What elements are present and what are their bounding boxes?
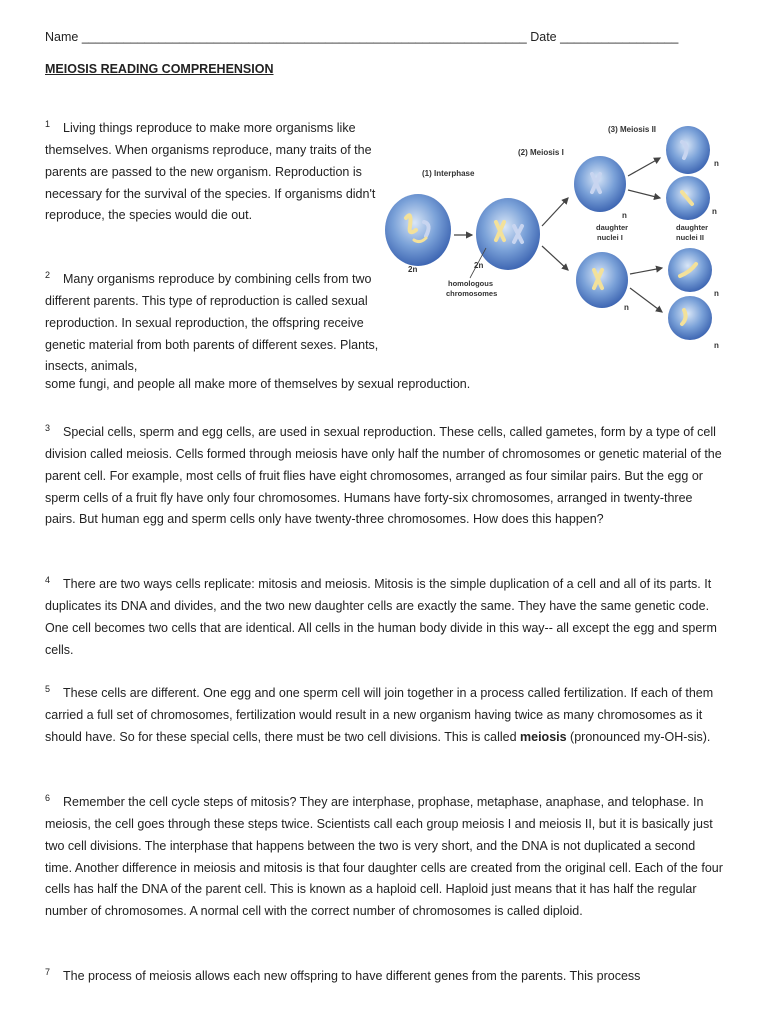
label-meiosis-1: (2) Meiosis I [518, 148, 564, 157]
paragraph-number: 5 [45, 684, 51, 694]
paragraph-text: Many organisms reproduce by combining cells from two different parents. This type of reproduction is called sexual reproduction. In sexual reproduction, the offspring receive genetic material from both parents of different sexes. Plants, insects, animals, [45, 272, 379, 374]
paragraph-6 [45, 788, 725, 923]
paragraph-text: These cells are different. One egg and one sperm cell will join together in a process called fertilization. If each of them carried a full set of chromosomes, fertilization would result in a new organism having twice as many chromosomes as it should have. So for these special cells, there must be two cell divisions. This is called [45, 686, 714, 744]
name-label: Name [45, 30, 79, 44]
paragraph-1 [45, 114, 385, 227]
paragraph-number: 6 [45, 793, 51, 803]
daughter-cell-2d [668, 296, 712, 340]
paragraph-number: 3 [45, 423, 51, 433]
label-nuclei-1: nuclei I [597, 233, 623, 242]
meiosis-term: meiosis [520, 729, 567, 744]
label-interphase: (1) Interphase [422, 169, 475, 178]
label-n-5: n [714, 289, 719, 298]
label-n-3: n [714, 159, 719, 168]
paragraph-text: There are two ways cells replicate: mitosis and meiosis. Mitosis is the simple duplication of a cell and all of its parts. It duplicates its DNA and divides, and the two new daughter cells are exactly the same. They have the same genetic code. One cell becomes two cells that are identical. All cells in the human body divide in this way-- all except the egg and sperm cells. [45, 577, 717, 657]
daughter-cell-1b [576, 252, 628, 308]
label-n-6: n [714, 341, 719, 350]
paragraph-3 [45, 418, 725, 531]
daughter-cell-1a [574, 156, 626, 212]
label-chromosomes: chromosomes [446, 289, 498, 298]
label-n-2: n [624, 303, 629, 312]
page-title: MEIOSIS READING COMPREHENSION [45, 62, 274, 76]
date-label: Date [530, 30, 557, 44]
meiosis-diagram [378, 118, 740, 356]
label-nuclei-2: nuclei II [676, 233, 704, 242]
label-2n-b: 2n [474, 261, 484, 270]
paragraph-2 [45, 265, 385, 378]
label-2n-a: 2n [408, 265, 418, 274]
meiosis-1-cell [476, 198, 540, 270]
paragraph-text: Remember the cell cycle steps of mitosis? They are interphase, prophase, metaphase, anaphase, and telophase. In meiosis, the cell goes through these steps twice. Scientists call each group meiosis I and meiosis II, but it is basically just two cell divisions. The interphase that happens between the two is very short, and the DNA is not duplicated a second time. Another difference in meiosis and mitosis is that four daughter cells are created from the original cell. Each of the four cells has half the DNA of the parent cell. This is known as a haploid cell. Haploid just means that it has half the regular number of chromosomes. A normal cell with the correct number of chromosomes is called diploid. [45, 795, 723, 919]
paragraph-number: 1 [45, 119, 51, 129]
paragraph-text: Special cells, sperm and egg cells, are used in sexual reproduction. These cells, called gametes, form by a type of cell division called meiosis. Cells formed through meiosis have only half the number of chromosomes or genetic material of the parent cell. For example, most cells of fruit flies have eight chromosomes, arranged as four similar pairs. But the egg or sperm cells of a fruit fly have only four chromosomes. Humans have forty-six chromosomes, arranged in twenty-three pairs. But human egg and sperm cells only have twenty-three chromosomes. How does this happen? [45, 425, 722, 527]
paragraph-number: 4 [45, 575, 51, 585]
paragraph-5 [45, 679, 725, 749]
paragraph-text: The process of meiosis allows each new offspring to have different genes from the parents. This process [63, 969, 641, 984]
label-n-1: n [622, 211, 627, 220]
paragraph-number: 7 [45, 967, 51, 977]
paragraph-2-tail [45, 374, 725, 396]
label-daughter-2: daughter [676, 223, 709, 232]
paragraph-4 [45, 570, 725, 661]
label-n-4: n [712, 207, 717, 216]
pronunciation: (pronounced my-OH-sis). [566, 729, 711, 744]
paragraph-text: Living things reproduce to make more organisms like themselves. When organisms reproduce, many traits of the parents are passed to the new organism. Reproduction is necessary for the survival of the species. If organisms didn't reproduce, the species would die out. [45, 121, 376, 223]
paragraph-number: 2 [45, 270, 51, 280]
name-date-header [45, 30, 678, 44]
date-line[interactable]: _________________ [560, 30, 679, 44]
paragraph-text: some fungi, and people all make more of themselves by sexual reproduction. [45, 377, 471, 391]
label-homologous: homologous [448, 279, 493, 288]
paragraph-7 [45, 962, 725, 988]
meiosis-diagram-svg [378, 118, 740, 356]
label-meiosis-2: (3) Meiosis II [608, 125, 657, 134]
label-daughter-1: daughter [596, 223, 629, 232]
name-line[interactable]: ________________________________________________________________ [81, 30, 527, 44]
